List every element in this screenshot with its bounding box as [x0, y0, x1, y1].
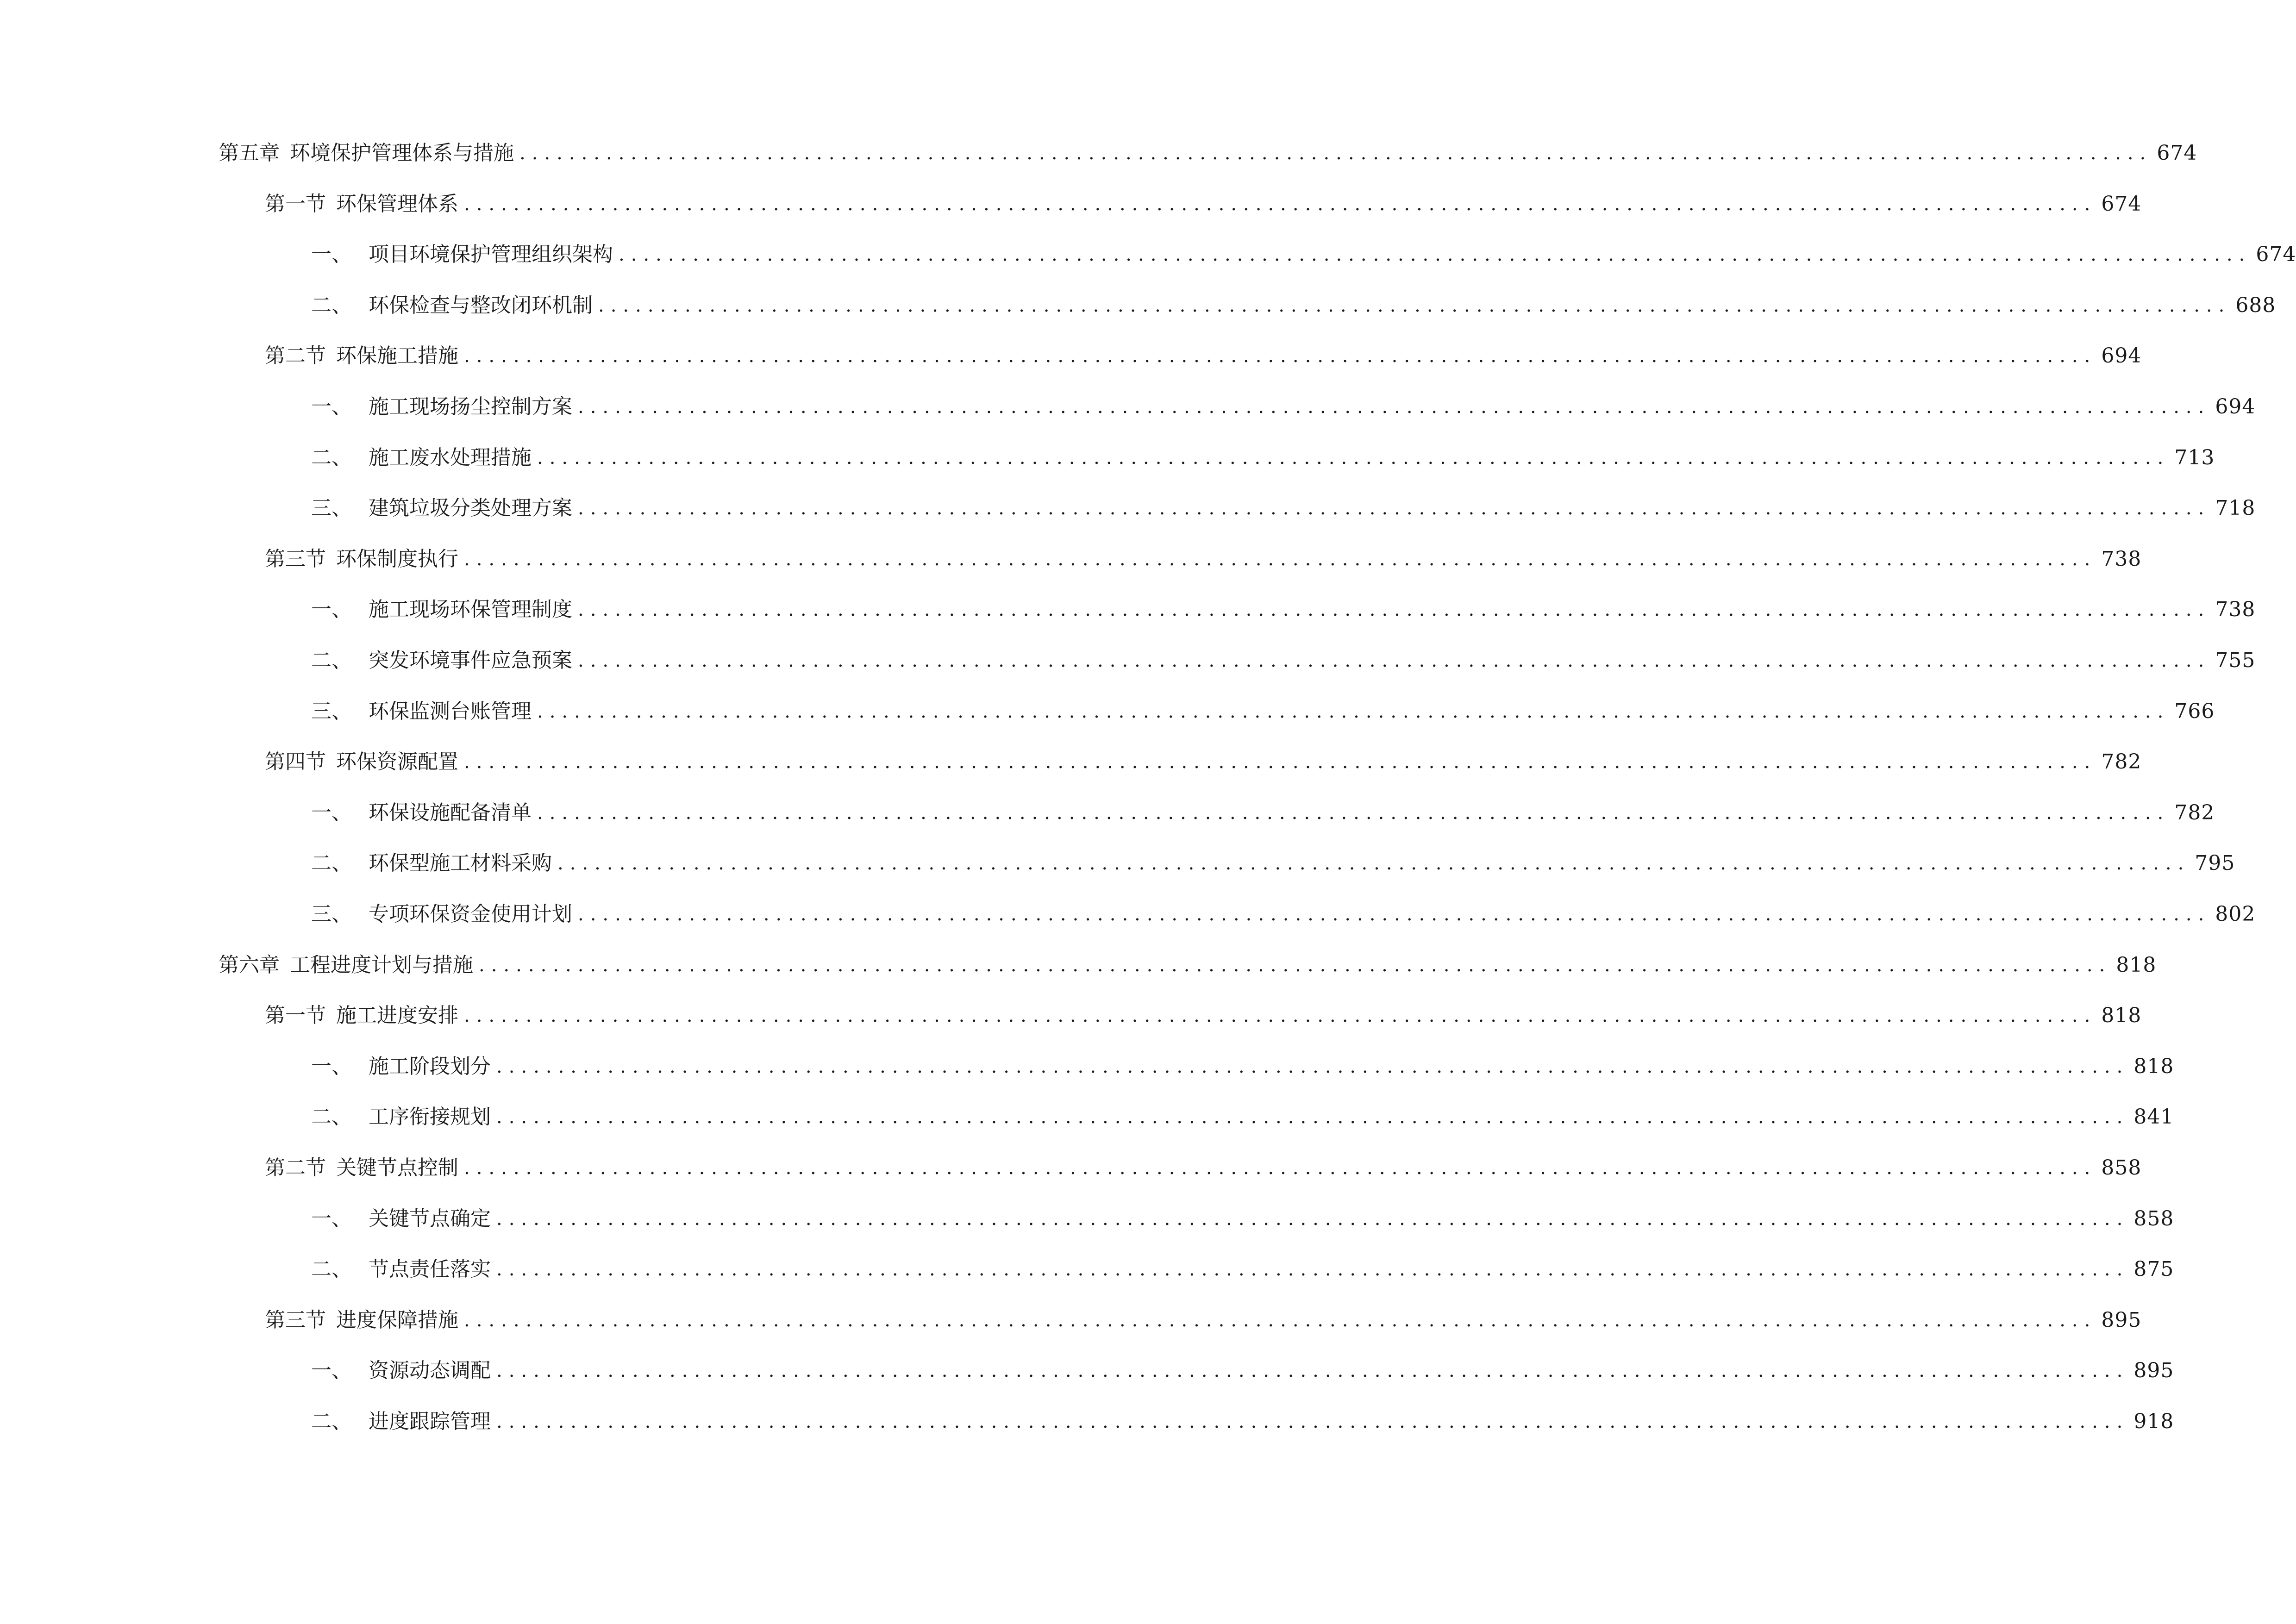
- toc-entry-page-number: 895: [2101, 1308, 2142, 1332]
- toc-entry-title: 环保管理体系: [336, 192, 458, 216]
- toc-entry-number: 二、: [311, 649, 352, 672]
- toc-entry-page-number: 895: [2133, 1359, 2174, 1383]
- toc-dot-leader: ....................................................................................................................................: [619, 244, 2252, 266]
- toc-dot-leader: ....................................................................................................................................: [496, 1259, 2129, 1280]
- toc-dot-leader: ....................................................................................................................................: [578, 650, 2211, 671]
- toc-entry-number: 第二节: [265, 344, 326, 368]
- toc-dot-leader: ....................................................................................................................................: [479, 954, 2112, 976]
- toc-entry[interactable]: [311, 794, 2215, 831]
- toc-entry-page-number: 782: [2101, 750, 2142, 774]
- toc-dot-leader: ....................................................................................................................................: [598, 294, 2231, 316]
- toc-entry-title: 项目环境保护管理组织架构: [369, 243, 613, 267]
- toc-entry-number: 一、: [311, 800, 352, 824]
- toc-entry-number: 一、: [311, 1206, 352, 1230]
- toc-entry-number: 一、: [311, 1359, 352, 1383]
- toc-entry-title: 节点责任落实: [369, 1257, 491, 1281]
- toc-entry[interactable]: [265, 186, 2142, 223]
- toc-entry-number: 二、: [311, 1105, 352, 1129]
- toc-dot-leader: ....................................................................................................................................: [578, 498, 2211, 519]
- toc-entry-page-number: 858: [2101, 1156, 2142, 1180]
- toc-dot-leader: ....................................................................................................................................: [464, 193, 2097, 215]
- toc-entry[interactable]: [265, 1149, 2142, 1187]
- toc-entry-title: 建筑垃圾分类处理方案: [369, 496, 572, 520]
- toc-dot-leader: ....................................................................................................................................: [578, 396, 2211, 418]
- toc-entry-page-number: 841: [2133, 1105, 2174, 1129]
- toc-entry[interactable]: [311, 388, 2256, 425]
- toc-entry-page-number: 688: [2235, 293, 2276, 317]
- toc-entry[interactable]: [311, 896, 2256, 933]
- toc-entry[interactable]: [311, 1352, 2174, 1389]
- toc-entry[interactable]: [311, 693, 2215, 730]
- toc-entry-page-number: 694: [2215, 395, 2256, 418]
- toc-entry[interactable]: [311, 439, 2215, 476]
- toc-dot-leader: ....................................................................................................................................: [519, 143, 2152, 164]
- toc-entry-number: 第二节: [265, 1156, 326, 1180]
- toc-entry-title: 环保监测台账管理: [369, 699, 532, 723]
- toc-dot-leader: ....................................................................................................................................: [496, 1208, 2129, 1230]
- toc-entry-page-number: 755: [2215, 649, 2256, 672]
- toc-entry-page-number: 738: [2215, 598, 2256, 622]
- toc-entry[interactable]: [311, 845, 2235, 882]
- toc-entry-page-number: 674: [2101, 192, 2142, 216]
- toc-entry-page-number: 713: [2174, 445, 2215, 469]
- toc-entry-title: 施工现场环保管理制度: [369, 598, 572, 622]
- toc-dot-leader: ....................................................................................................................................: [496, 1360, 2129, 1382]
- toc-entry-number: 一、: [311, 598, 352, 622]
- toc-dot-leader: ....................................................................................................................................: [464, 1309, 2097, 1331]
- toc-entry[interactable]: [311, 287, 2276, 324]
- toc-entry[interactable]: [265, 1302, 2142, 1339]
- toc-dot-leader: ....................................................................................................................................: [537, 700, 2170, 722]
- toc-entry-title: 工序衔接规划: [369, 1105, 491, 1129]
- toc-entry-number: 二、: [311, 851, 352, 875]
- toc-dot-leader: ....................................................................................................................................: [496, 1056, 2129, 1077]
- toc-entry-title: 专项环保资金使用计划: [369, 902, 572, 926]
- toc-entry-page-number: 694: [2101, 344, 2142, 368]
- toc-entry-title: 环保设施配备清单: [369, 800, 532, 824]
- toc-entry-number: 三、: [311, 496, 352, 520]
- toc-dot-leader: ....................................................................................................................................: [464, 1157, 2097, 1179]
- toc-entry-number: 第三节: [265, 1308, 326, 1332]
- toc-entry-title: 进度跟踪管理: [369, 1410, 491, 1433]
- toc-entry[interactable]: [265, 337, 2142, 375]
- toc-entry-title: 环境保护管理体系与措施: [290, 141, 514, 165]
- toc-entry[interactable]: [311, 1200, 2174, 1237]
- toc-entry-page-number: 858: [2133, 1206, 2174, 1230]
- toc-dot-leader: ....................................................................................................................................: [496, 1106, 2129, 1128]
- toc-entry-title: 环保制度执行: [336, 547, 458, 571]
- toc-dot-leader: ....................................................................................................................................: [578, 599, 2211, 621]
- toc-entry-page-number: 674: [2256, 243, 2296, 267]
- toc-entry-title: 关键节点确定: [369, 1206, 491, 1230]
- toc-entry[interactable]: [219, 947, 2157, 984]
- toc-dot-leader: ....................................................................................................................................: [464, 345, 2097, 367]
- toc-entry-title: 环保型施工材料采购: [369, 851, 552, 875]
- toc-entry-page-number: 918: [2133, 1410, 2174, 1433]
- toc-entry[interactable]: [311, 1099, 2174, 1136]
- toc-entry[interactable]: [265, 541, 2142, 578]
- toc-entry-number: 第一节: [265, 192, 326, 216]
- toc-entry-page-number: 802: [2215, 902, 2256, 926]
- toc-entry-number: 二、: [311, 293, 352, 317]
- toc-entry-title: 施工阶段划分: [369, 1054, 491, 1078]
- toc-entry-number: 一、: [311, 243, 352, 267]
- toc-entry[interactable]: [311, 236, 2296, 273]
- toc-dot-leader: ....................................................................................................................................: [557, 853, 2190, 874]
- toc-entry-title: 突发环境事件应急预案: [369, 649, 572, 672]
- toc-entry-number: 一、: [311, 1054, 352, 1078]
- toc-dot-leader: ....................................................................................................................................: [464, 548, 2097, 570]
- toc-entry-title: 环保资源配置: [336, 750, 458, 774]
- toc-entry-page-number: 718: [2215, 496, 2256, 520]
- toc-entry[interactable]: [311, 1251, 2174, 1288]
- toc-entry-number: 第五章: [219, 141, 280, 165]
- toc-dot-leader: ....................................................................................................................................: [464, 751, 2097, 773]
- toc-entry[interactable]: [265, 743, 2142, 781]
- toc-entry-number: 二、: [311, 1257, 352, 1281]
- toc-entry-page-number: 738: [2101, 547, 2142, 571]
- toc-entry-page-number: 766: [2174, 699, 2215, 723]
- toc-entry-title: 施工进度安排: [336, 1004, 458, 1028]
- toc-entry-page-number: 818: [2133, 1054, 2174, 1078]
- toc-entry-title: 施工现场扬尘控制方案: [369, 395, 572, 418]
- toc-entry-number: 第一节: [265, 1004, 326, 1028]
- toc-entry[interactable]: [219, 135, 2197, 172]
- toc-entry-page-number: 782: [2174, 800, 2215, 824]
- toc-dot-leader: ....................................................................................................................................: [464, 1005, 2097, 1027]
- toc-entry[interactable]: [311, 1048, 2174, 1085]
- toc-entry-number: 第三节: [265, 547, 326, 571]
- toc-entry-number: 第六章: [219, 953, 280, 977]
- toc-entry[interactable]: [311, 642, 2256, 679]
- toc-dot-leader: ....................................................................................................................................: [496, 1411, 2129, 1432]
- toc-entry[interactable]: [311, 591, 2256, 628]
- toc-entry-title: 关键节点控制: [336, 1156, 458, 1180]
- toc-entry-title: 环保施工措施: [336, 344, 458, 368]
- toc-entry-page-number: 795: [2195, 851, 2235, 875]
- toc-entry[interactable]: [311, 1403, 2174, 1440]
- toc-entry[interactable]: [311, 490, 2256, 527]
- toc-entry-title: 进度保障措施: [336, 1308, 458, 1332]
- toc-entry-number: 三、: [311, 902, 352, 926]
- toc-entry-number: 三、: [311, 699, 352, 723]
- toc-entry-page-number: 818: [2116, 953, 2157, 977]
- toc-entry-title: 资源动态调配: [369, 1359, 491, 1383]
- toc-entry-number: 第四节: [265, 750, 326, 774]
- toc-entry-page-number: 674: [2157, 141, 2197, 165]
- toc-entry-title: 施工废水处理措施: [369, 445, 532, 469]
- toc-dot-leader: ....................................................................................................................................: [578, 904, 2211, 925]
- toc-entry-page-number: 818: [2101, 1004, 2142, 1028]
- toc-dot-leader: ....................................................................................................................................: [537, 447, 2170, 468]
- toc-entry-number: 二、: [311, 1410, 352, 1433]
- toc-dot-leader: ....................................................................................................................................: [537, 802, 2170, 824]
- toc-entry-title: 环保检查与整改闭环机制: [369, 293, 593, 317]
- toc-entry-title: 工程进度计划与措施: [290, 953, 473, 977]
- toc-entry-number: 二、: [311, 445, 352, 469]
- toc-entry-number: 一、: [311, 395, 352, 418]
- toc-entry[interactable]: [265, 997, 2142, 1034]
- toc-entry-page-number: 875: [2133, 1257, 2174, 1281]
